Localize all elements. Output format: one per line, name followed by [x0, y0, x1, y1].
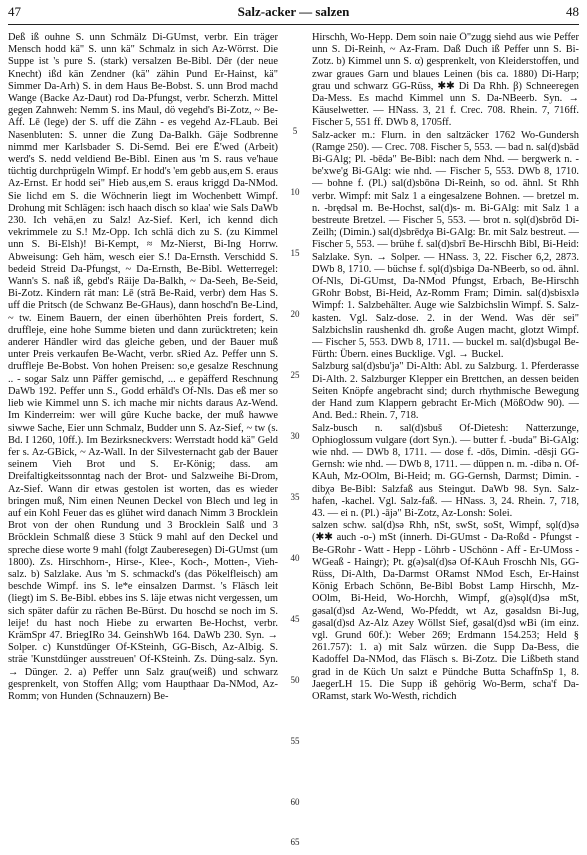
line-number: 20: [290, 309, 300, 319]
right-column: [312, 32, 579, 850]
line-number: 35: [290, 492, 300, 502]
line-number: 40: [290, 553, 300, 563]
line-number: 30: [290, 431, 300, 441]
page-number-left: 47: [8, 4, 21, 19]
line-number: 45: [290, 614, 300, 624]
page-header: [8, 4, 579, 24]
left-column-text: Deß iß ouhne S. unn Schmälz Di-GUmst, verbr. Ein träger Mensch hodd kä" S. unn kä" Schmalz in sich Az-Wörrst. Die Suppe ist 's pure S. (stark) versalzen Be-Bibl. Dêr (der neue Knecht) ißd kän Zendner (kä" zähin Pund Er-Hainst, kä" Simmer Da-Arh) S. in dem Haus Be-Bobst. S. unn Brod machd Wange (Backe Az-Daut) rod Da-Pfungst, verbr. Scherzh. Mittel gegen Zahnweh: Nemm S. ins Maul, dö vegehd's Bi-Zotz, ~ Be-Aff. Lē (lege) der S. uff die Zähn - es vegehd Az-FLaub. Bei Nasenbluten: S. unner die Zung Da-Balkh. Gäje Sodbrenne nimmd mer Karlsbader S. Di-Semd. Bei ere Ē'wed (Arbeit) werd's S. nedd veldiend Be-Bibl. Einen aus 'm S. raus ve'haue tüchtig durchprügeln Wimpf. Er hodd's 'em gebb aus,em S. eraus Az-Ernst. Er hodd sei" Hieb aus,em S. eraus kriggd Da-NMod. Sie lichd em S. die Wöchnerin liegt im Wochenbett Wimpf. Drohung mit Schlägen: isch haach disch so klaa' wie Sals DaWb 230. Ich vehä,en zu Salz! Az-Sief. Kerl, ich kennd dich vekrimmele zu S.! Mz-Opp. Ich schlä dich zu S. (zu Kimmel unn S. Bi-Elsh)! Bi-Kempt, ≈ Mz-Nierst, Bi-Ing Horrw. Abweisung: Geh häm, wesch eier S.! Da-Ernsth. Verschidd S. bedeid Streid Da-Pfungst, ~ Da-Ernsth, Be-Bibl. Wetterregel: Wann's S. naß iß, gebd's Räije Da-Balkh, ~ Da-Seeh, Be-Seid, Bi-Zotz. Kindern rät man: Lē (strā Be-Raid, verbr) dem Has S. uff die Pritsch (de Schwanz Be-GHaus), dann hoschd'n Be-Lind, ~ tw. Einem Bauern, der einen überhöhten Preis fordert, S. druffleje, eine hohe Summe bieten und dann zurücktreten; kein anderer Händler wird das gleiche geben, und der Bauer muß unter Preis verkaufen Be-Wacht, verbr. sRied Az. Peffer unn S. druffleje Be-Bobst. Von hohen Preisen: so,e gesalze Reschnung .. - sogar Salz unn Päffer gemischd, ... e gepäfferd Reschnung DaWb 192. Peffer unn S., Godd erhäld's Of-Nls. Das eß mer so lieb wie Kimmel unn S. ich mache mir nichts daraus Az-Wend. Im Kinderreim: wer will gûre Kuche backe, der muß hawwe siwwe Sache, Eier unn Schmalz, Budder unn S. Az-Sief, ~ tw (s. Bd. I 1260, 10ff.). Im Bezirksneckvers: Werrstadt hodd kä" Geld fer s. Az-GBick, ~ Az-Wall. In der Silvesternacht gab der Bauer seinem Vieh Brot und S. Er-König; dass. am Dreifaltigkeitssonntag nach der Brot- und Salzweihe Bi-Drom, Az-Sief. Wann dir etwas gestolen ist worten, das es wieder bringen muß, Nim einen Neunen Deckel von Blech und leg in auf ein Kohl Feuer das es glühet wird danach Nimm 3 Brocklein Brot von der ohen Rundung und 3 Brocklein Salß und 3 Bröcklein Schmalß diese 3 Stück 9 mahl auf den Deckel und spreche diese worte 9 mahl (folgt Zauberesegen) Di-GUmst (um 1800). Zs. Hirschhorn-, Hirse-, Klee-, Koch-, Motten-, Vieh-salz. b) Salzlake. Aus 'm S. schmackd's (das Pökelfleisch) am beschde Wimpf. ins S. le*e einsalzen Darmst. 's Fläsch leit (liegt) im S. Be-Bibl. ebbes ins S. läje etwas nicht vergessen, um sich später dafür zu rächen Be-Bürst. Du hoschd se noch im S. leije! du hast noch Hiebe zu erwarten Be-Hochst, verbr. KrämSpr 47. BriegIRo 34. GeinshWb 164. DaWb 230. Syn. → Solper. c) Kunstdünger Of-KSteinh, GG-Bisch, Az-Albig. S. sträe 'Kunstdünger ausstreuen' Of-KSteinh. Zs. Düng-salz. Syn. → Dünger. 2. a) Peffer unn Salz grau(weiß) und schwarz gesprenkelt, von Stoffen Allg; vom Haupthaar Da-NMod, Az-Romm; von Hunden (Schnauzern) Be-: [8, 32, 278, 702]
line-number: 10: [290, 187, 300, 197]
entry-continuation: Hirschh, Wo-Hepp. Dem soin naie Ö"zugg siehd aus wie Peffer unn S. Di-Reinh, ~ Az-Fram. Daß Duch iß Peffer unn S. Bi-Zotz. b) Kimmel unn S. α) gesprenkelt, von Kleiderstoffen, und zwar graues Garn und blaues Leinen (bis ca. 1880) Di-Harp; grau und schwarz GG-Rüss, ✱✱ Di Da Rhh. β) Schneeregen Da-Mess. Es machd Kimmel unn S. Da-NBeerb. Syn. → Käuselwetter. — HNass. 3, 21 f. Crec. 708. Rhein. 7, 716ff. Fischer 5, 551 ff. DWb 8, 1705ff.: [312, 32, 579, 129]
header-rule: [8, 24, 579, 25]
line-number-gutter: [281, 32, 309, 850]
line-number: 50: [290, 675, 300, 685]
entry-salzburg: Salzburg sal(d)sbu'jə" Di-Alth: Abl. zu Salzburg. 1. Pferderasse Di-Alth. 2. Salzburger Klepper ein Brettchen, an dessen beiden Seiten Knöpfe angebracht sind; durch rhythmische Bewegung der Hand zum Klappern gebracht Er-Mich (MößOdw 90). — And. Bed.: Rhein. 7, 718.: [312, 361, 579, 422]
entry-salz-busch: Salz-busch n. sal(d)sbuš Of-Dietesh: Natterzunge, Ophioglossum vulgare (dort Syn.). — butter f. -buda" Bi-GAlg: wie nhd. — DWb 8, 1711. — dose f. -dōs, Dimin. -dēsji GG-Gernsh: wie nhd. — DWb 8, 1711. — düppen n. m. -dibə n. Of-KAuh, Mz-OOlm, Bi-Heid; m. GG-Gernsh, Darmst; Dimin. -dibχə Be-Bibl: Salzfaß aus Steingut. DaWb 98. Syn. Salz-hafen, -kachel. Vgl. Salz-faß. — HNass. 3, 24. Rhein. 7, 718, 43. — ei n. (Pl.) -ājə" Bi-Zotz, Az-Lonsh: Solei.: [312, 422, 579, 519]
line-number: 25: [290, 370, 300, 380]
entry-salz-acker: Salz-acker m.: Flurn. in den saltzäcker 1762 Wo-Gundersh (Ramge 250). — Crec. 708. Fischer 5, 553. — bad n. sal(d)sbād Bi-GAlg; Pl. -bēdə" Be-Bibl: nach dem Nhd. — bergwerk n. -be'xwe'g Bi-GAlg: wie nhd. — Fischer 5, 553. DWb 8, 1710. — bohne f. (Pl.) sal(d)sbōnə Di-Reinh, so od. ähnl. St Rhh verbr. Wimpf: mit Salz 1 a eingesalzene Bohnen. — bretzel m. n. -brędsəl m. Be-Hochst, sal(d)s- m. Bi-GAlg: mit Salz 1 a bestreute Bretzel. — Fischer 5, 553. — brot n. sǫl(d)sbrōd Di-Zeilh; (Dimin.) sal(d)sbrēdχə Bi-GAlg: Br. mit Salz bestreut. — Fischer 5, 553. — brühe f. sal(d)sbrī Be-Hirschh Bibl, Bi-Heid: Salzlake. Syn. → Solper. — HNass. 3, 22. Fischer 6,2, 2873. DWb 8, 1710. — büchse f. sǫl(d)sbigə Da-NBeerb, so od. ähnl. Of-Nls, Di-GUmst, Da-NMod Pfungst, Erbach, Be-Hirschh GRohr Bobst, Bi-Heid, Az-Romm Fram; Dimin. sal(d)sbisxlə Wimpf: 1. Salzbehälter. Auge wie Salzbichslin Wimpf. S. Salz-kasten. Vgl. Salz-dose. 2. in der Wend. Was dër sei" Salzbichslin raushenkd dh. große Augen macht, glotzt Wimpf. — Fischer 5, 553. DWb 8, 1711. — buckel m. sal(d)sbugəl Be-Fürth: Übern. eines Bucklige. Vgl. → Buckel.: [312, 129, 579, 361]
line-number: 60: [290, 797, 300, 807]
line-number: 5: [292, 126, 298, 136]
entry-salzen: salzen schw. sal(d)sə Rhh, nSt, swSt, soSt, Wimpf, sǫl(d)sə (✱✱ auch -o-) mSt (innerh. Di-GUmst - Da-Roßd - Pfungst - Be-GRohr - Watt - Hepp - Löhrb - USchönn - Aff - Er-UMoss - WGeaß - Haingr); Pt. g(ə)sal(d)sə Of-KAuh Froschh Nls, GG-Rüss, Di-Alth, Da-Darmst ORamst NMod Esch, Er-Hainst König Erbach Schönn, Be-Bibl Bobst Lamp Hirschh, Mz-OOlm, Bi-Heid, Wo-Horchh, Wimpf, g(ə)sǫl(d)sə mSt, gəsal(d)sd Az-Wend, Wo-Pfeddt, wt Az, gəsaldsn Bi-Jug, gəsal(d)sd Az-Alz Azey Wöllst Sief, gəsal(d)sd wBi (im einz. vgl. Grund 60f.): Weber 269; Erdmann 154.253; Held § 261.757): 1. a) mit Salz würzen. die Supp Da-Bess, die Kadoffel Da-NMod, das Fläsch s. Bi-Zotz. Die Lißbeth stand grad in de Küch Un salzt e Pündche Butta SchaffnSp 1, 8. JaegerLH 15. Die Supp iß gehörig Wo-Berm, scha'f Da-ORamst, stark Wo-Westh, richdich: [312, 520, 579, 702]
line-number: 65: [290, 837, 300, 847]
line-number: 15: [290, 248, 300, 258]
line-number: 55: [290, 736, 300, 746]
left-column: [8, 32, 278, 850]
page-number-right: 48: [566, 4, 579, 19]
running-title: Salz-acker — salzen: [237, 4, 350, 19]
